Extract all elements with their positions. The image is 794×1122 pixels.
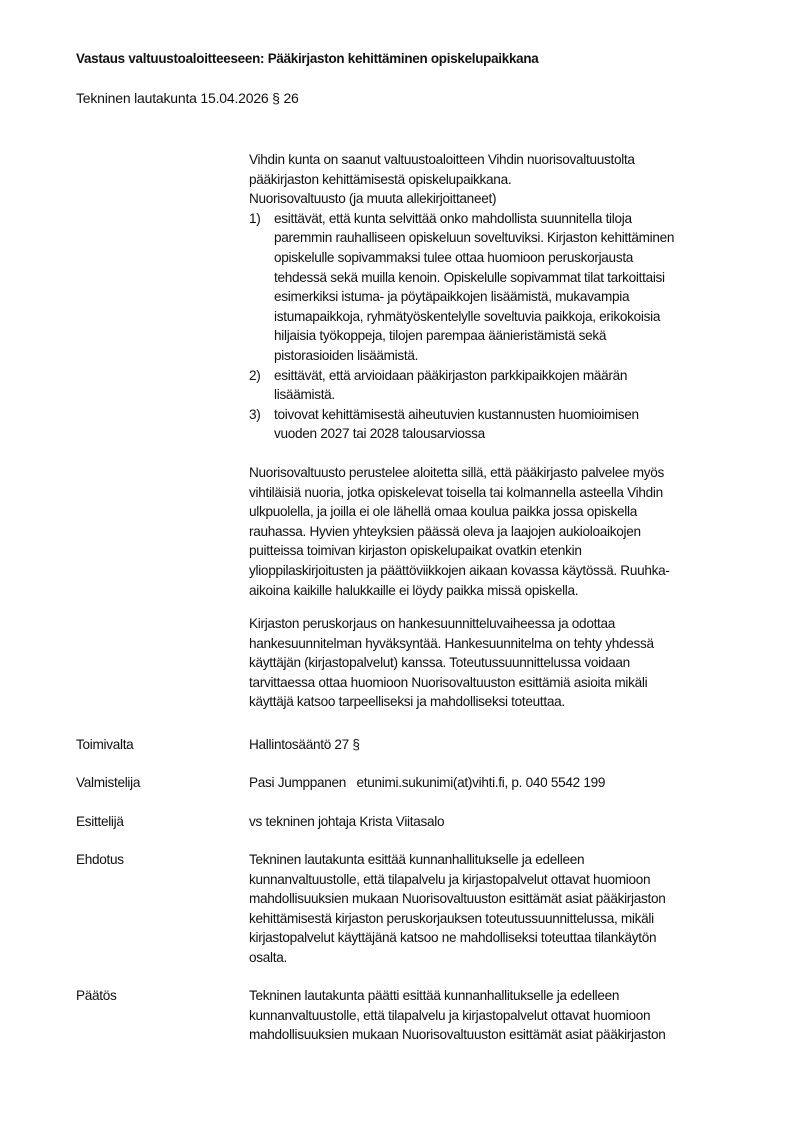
list-number: 2)	[249, 367, 261, 383]
initiative-section	[249, 150, 769, 444]
document-title: Vastaus valtuustoaloitteeseen: Pääkirjaston kehittäminen opiskelupaikkana	[76, 51, 539, 66]
list-item	[249, 366, 769, 405]
list-item	[249, 209, 769, 366]
list-item	[249, 405, 769, 444]
intro-line: Vihdin kunta on saanut valtuustoaloitteen Vihdin nuorisovaltuustolta	[249, 152, 635, 167]
intro-line: Nuorisovaltuusto (ja muuta allekirjoittaneet)	[249, 191, 497, 207]
list-line: pistorasioiden lisäämistä.	[274, 347, 419, 363]
list-line: opiskelulle sopivammaksi tulee ottaa huomioon peruskorjausta	[274, 249, 634, 265]
field-value: Hallintosääntö 27 §	[249, 737, 360, 752]
paragraph-line: hankesuunnitelman hyväksyntää. Hankesuunnitelma on tehty yhdessä	[249, 635, 654, 651]
paragraph-line: ylioppilaskirjoitusten ja päättöviikkojen aikaan kovassa käytössä. Ruuhka-	[249, 562, 670, 578]
paragraph-line: Kirjaston peruskorjaus on hankesuunnitteluvaiheessa ja odottaa	[249, 616, 616, 631]
paragraph-line: käyttäjän (kirjastopalvelut) kanssa. Toteutussuunnittelussa voidaan	[249, 655, 630, 671]
proposal-line: kehittämisestä kirjaston peruskorjauksen toteutussuunnittelussa, mikäli	[249, 910, 654, 926]
list-line: esittävät, että kunta selvittää onko mahdollista suunnitella tiloja	[274, 210, 632, 226]
proposal-line: osalta.	[249, 949, 287, 965]
paragraph-line: vihtiläisiä nuoria, jotka opiskelevat toisella tai kolmannella asteella Vihdin	[249, 484, 663, 500]
authority-value	[249, 735, 769, 755]
paragraph-line: aikoina kaikille halukkaille ei löydy paikka missä opiskella.	[249, 582, 579, 598]
list-line: vuoden 2027 tai 2028 talousarviossa	[274, 426, 485, 442]
proposal-line: kunnanvaltuustolle, että tilapalvelu ja kirjastopalvelut ottavat huomioon	[249, 871, 651, 887]
decision-text	[249, 986, 769, 1045]
initiative-list	[249, 209, 769, 444]
presenter-value	[249, 812, 769, 832]
list-line: lisäämistä.	[274, 387, 335, 403]
list-line: istumapaikkoja, ryhmätyöskentelylle soveltuvia paikkoja, erikokoisia	[274, 308, 661, 324]
paragraph-line: ulkpuolella, ja joilla ei ole lähellä omaa koulua paikka jossa opiskella	[249, 504, 637, 520]
presenter-label: Esittelijä	[76, 814, 124, 829]
proposal-text	[249, 850, 769, 968]
meeting-reference: Tekninen lautakunta 15.04.2026 § 26	[76, 90, 299, 106]
intro-line: pääkirjaston kehittämisestä opiskelupaikkana.	[249, 171, 512, 187]
proposal-line: Tekninen lautakunta esittää kunnanhallitukselle ja edelleen	[249, 852, 585, 867]
list-number: 3)	[249, 406, 261, 422]
proposal-label: Ehdotus	[76, 852, 124, 867]
list-line: toivovat kehittämisestä aiheutuvien kustannusten huomioimisen	[274, 406, 639, 422]
proposal-line: mahdollisuuksien mukaan Nuorisovaltuuston esittämät asiat pääkirjaston	[249, 891, 666, 907]
renovation-paragraph	[249, 614, 769, 712]
preparer-label: Valmistelija	[76, 775, 141, 790]
paragraph-line: tarvittaessa ottaa huomioon Nuorisovaltuuston esittämiä asioita mikäli	[249, 674, 648, 690]
proposal-line: kirjastopalvelut käyttäjänä katsoo ne mahdolliseksi toteuttaa tilankäytön	[249, 930, 657, 946]
paragraph-line: Nuorisovaltuusto perustelee aloitetta sillä, että pääkirjasto palvelee myös	[249, 465, 665, 480]
field-value: vs tekninen johtaja Krista Viitasalo	[249, 814, 445, 829]
preparer-value	[249, 773, 769, 793]
rationale-paragraph	[249, 463, 769, 600]
list-line: tehdessä sekä muilla kenoin. Opiskelulle sopivammat tilat tarkoittaisi	[274, 269, 665, 285]
list-number: 1)	[249, 210, 261, 226]
decision-line: kunnanvaltuustolle, että tilapalvelu ja kirjastopalvelut ottavat huomioon	[249, 1007, 651, 1023]
list-line: esimerkiksi istuma- ja pöytäpaikkojen lisäämistä, mukavampia	[274, 289, 630, 305]
paragraph-line: käyttäjä katsoo tarpeelliseksi ja mahdolliseksi toteuttaa.	[249, 694, 565, 710]
list-line: hiljaisia työkoppeja, tilojen parempaa äänieristämistä sekä	[274, 328, 607, 344]
field-value: Pasi Jumppanen etunimi.sukunimi(at)vihti.fi, p. 040 5542 199	[249, 775, 606, 790]
list-line: paremmin rauhalliseen opiskeluun soveltuviksi. Kirjaston kehittäminen	[274, 230, 675, 246]
authority-label: Toimivalta	[76, 737, 134, 752]
paragraph-line: puitteissa toimivan kirjaston opiskelupaikat ovatkin etenkin	[249, 543, 582, 559]
decision-line: mahdollisuuksien mukaan Nuorisovaltuuston esittämät asiat pääkirjaston	[249, 1027, 666, 1043]
list-line: esittävät, että arvioidaan pääkirjaston parkkipaikkojen määrän	[274, 367, 628, 383]
decision-line: Tekninen lautakunta päätti esittää kunnanhallitukselle ja edelleen	[249, 988, 620, 1003]
decision-label: Päätös	[76, 988, 117, 1003]
paragraph-line: rauhassa. Hyvien yhteyksien päässä oleva ja laajojen aukioloaikojen	[249, 523, 641, 539]
